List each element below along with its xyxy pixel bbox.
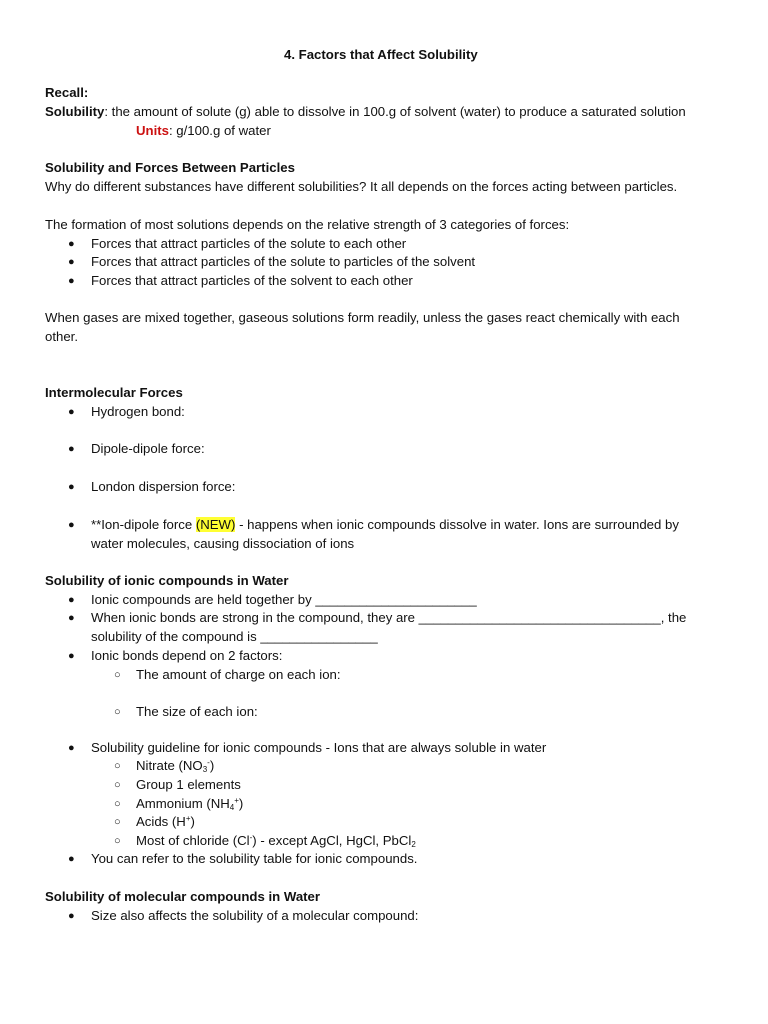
ammonium-close: ) <box>238 796 244 811</box>
ion-dipole-suffix: - happens when ionic compounds dissolve in water. Ions are surrounded by <box>235 517 679 532</box>
chloride-superscript: - <box>249 833 253 842</box>
bullet-icon: ● <box>68 238 75 250</box>
sub-list-item-ammonium <box>136 796 243 812</box>
ion-dipole-prefix: **Ion-dipole force <box>91 517 196 532</box>
ion-dipole-line1 <box>91 517 679 533</box>
ionic-heading: Solubility of ionic compounds in Water <box>45 573 289 588</box>
list-item: Forces that attract particles of the solvent to each other <box>91 273 413 288</box>
units-value: : g/100.g of water <box>168 123 271 138</box>
gases-text-line1: When gases are mixed together, gaseous solutions form readily, unless the gases react chemically with each <box>45 310 680 325</box>
acids-text: Acids (H <box>136 814 186 829</box>
chloride-mid: ) - except AgCl, HgCl, PbCl <box>252 833 412 848</box>
solubility-definition <box>45 104 686 120</box>
list-item: Size also affects the solubility of a molecular compound: <box>91 908 419 923</box>
list-item: Forces that attract particles of the solute to each other <box>91 236 407 251</box>
molecular-heading: Solubility of molecular compounds in Water <box>45 889 321 904</box>
bullet-icon: ● <box>68 481 75 493</box>
bullet-icon: ● <box>68 910 75 922</box>
ammonium-text: Ammonium (NH <box>136 796 230 811</box>
nitrate-text: Nitrate (NO <box>136 758 203 773</box>
new-highlight: (NEW) <box>195 517 236 532</box>
bullet-icon: ● <box>68 519 75 531</box>
acids-superscript: + <box>185 814 191 823</box>
sub-list-item-acids <box>136 814 195 830</box>
list-item: Hydrogen bond: <box>91 404 185 419</box>
list-item: Solubility guideline for ionic compounds - Ions that are always soluble in water <box>91 740 547 755</box>
forces-intro: Why do different substances have different solubilities? It all depends on the forces acting between particles. <box>45 179 678 194</box>
ammonium-superscript: + <box>234 796 239 805</box>
bullet-icon: ● <box>68 594 75 606</box>
sub-bullet-icon: ○ <box>114 669 121 681</box>
sub-bullet-icon: ○ <box>114 779 121 791</box>
ion-dipole-line2: water molecules, causing dissociation of ions <box>91 536 355 551</box>
sub-list-item-nitrate <box>136 758 214 774</box>
sub-list-item-chloride <box>136 833 416 849</box>
sub-list-item: The size of each ion: <box>136 704 258 719</box>
units-label: Units <box>136 123 169 138</box>
recall-heading: Recall: <box>45 85 89 100</box>
gases-text-line2: other. <box>45 329 78 344</box>
bullet-icon: ● <box>68 275 75 287</box>
list-item: London dispersion force: <box>91 479 236 494</box>
formation-text: The formation of most solutions depends on the relative strength of 3 categories of forces: <box>45 217 570 232</box>
acids-close: ) <box>190 814 195 829</box>
nitrate-superscript: - <box>207 758 210 767</box>
nitrate-close: ) <box>209 758 215 773</box>
list-item: Ionic bonds depend on 2 factors: <box>91 648 283 663</box>
bullet-icon: ● <box>68 443 75 455</box>
intermolecular-heading: Intermolecular Forces <box>45 385 183 400</box>
nitrate-subscript: 3 <box>202 765 208 774</box>
definition-text: : the amount of solute (g) able to dissolve in 100.g of solvent (water) to produce a saturated solution <box>104 104 686 119</box>
bullet-icon: ● <box>68 853 75 865</box>
list-item: Dipole-dipole force: <box>91 441 205 456</box>
bullet-icon: ● <box>68 742 75 754</box>
sub-list-item: The amount of charge on each ion: <box>136 667 341 682</box>
chloride-text: Most of chloride (Cl <box>136 833 250 848</box>
units-line <box>136 123 271 139</box>
solubility-term: Solubility <box>45 104 105 119</box>
bullet-icon: ● <box>68 256 75 268</box>
sub-bullet-icon: ○ <box>114 816 121 828</box>
sub-list-item: Group 1 elements <box>136 777 241 792</box>
list-item: You can refer to the solubility table for ionic compounds. <box>91 851 418 866</box>
list-item: When ionic bonds are strong in the compound, they are _________________________________, the <box>91 610 687 625</box>
sub-bullet-icon: ○ <box>114 798 121 810</box>
page-title: 4. Factors that Affect Solubility <box>284 47 478 62</box>
sub-bullet-icon: ○ <box>114 760 121 772</box>
bullet-icon: ● <box>68 406 75 418</box>
sub-bullet-icon: ○ <box>114 706 121 718</box>
forces-heading: Solubility and Forces Between Particles <box>45 160 295 175</box>
list-item-continuation: solubility of the compound is ________________ <box>91 629 378 644</box>
list-item: Forces that attract particles of the solute to particles of the solvent <box>91 254 476 269</box>
chloride-subscript: 2 <box>411 840 416 849</box>
list-item: Ionic compounds are held together by ______________________ <box>91 592 477 607</box>
sub-bullet-icon: ○ <box>114 835 121 847</box>
bullet-icon: ● <box>68 650 75 662</box>
ammonium-subscript: 4 <box>229 803 235 812</box>
bullet-icon: ● <box>68 612 75 624</box>
